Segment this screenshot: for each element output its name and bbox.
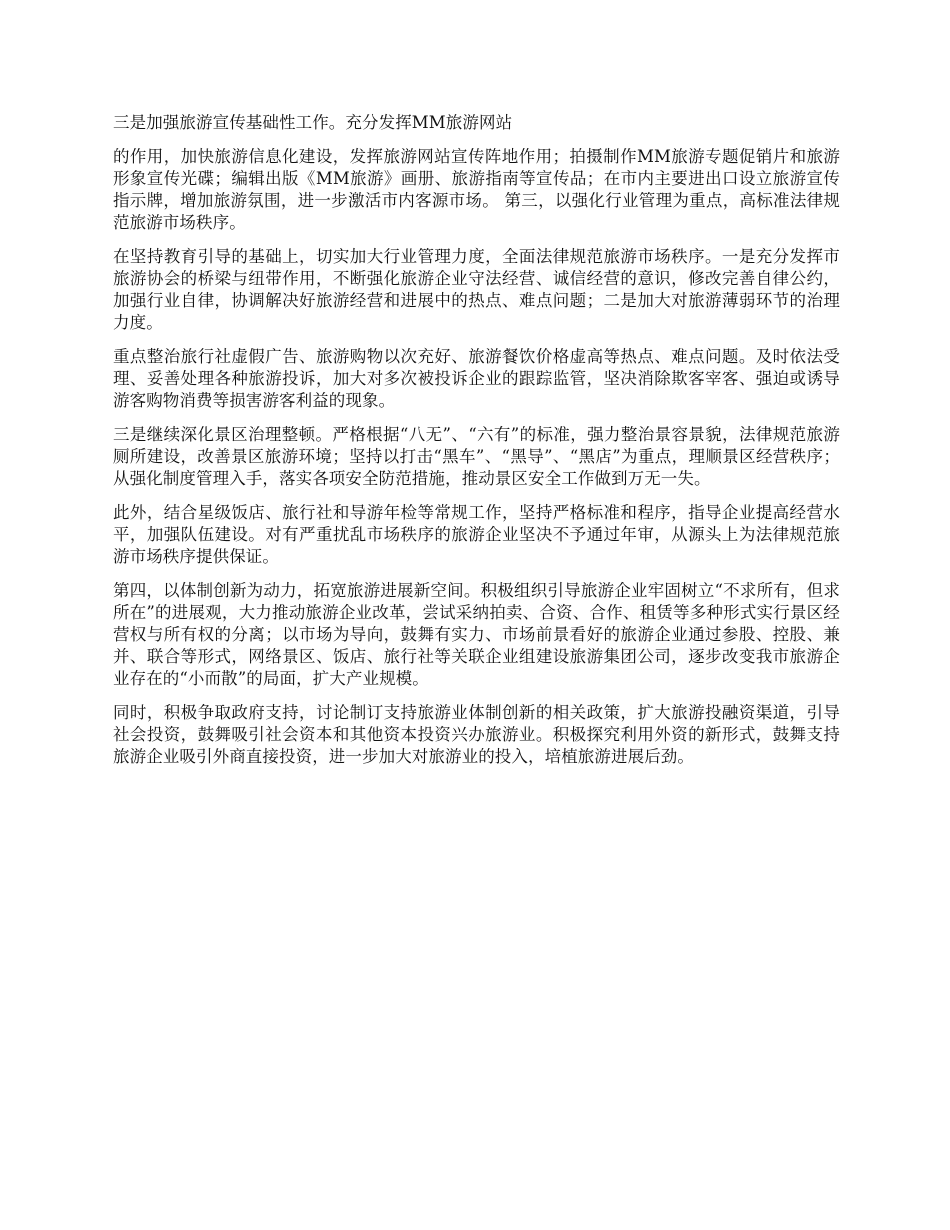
paragraph-3: 在坚持教育引导的基础上，切实加大行业管理力度，全面法律规范旅游市场秩序。一是充分发挥市旅游协会的桥梁与纽带作用，不断强化旅游企业守法经营、诚信经营的意识，修改完善自律公约，加强行业自律，协调解决好旅游经营和进展中的热点、难点问题；二是加大对旅游薄弱环节的治理力度。: [113, 247, 840, 332]
paragraph-2: 的作用，加快旅游信息化建设，发挥旅游网站宣传阵地作用；拍摄制作MM旅游专题促销片和旅游形象宣传光碟；编辑出版《MM旅游》画册、旅游指南等宣传品；在市内主要进出口设立旅游宣传指示牌，增加旅游氛围，进一步激活市内客源市场。 第三，以强化行业管理为重点，高标准法律规范旅游市场秩序。: [113, 147, 840, 232]
paragraph-1: 三是加强旅游宣传基础性工作。充分发挥MM旅游网站: [113, 113, 513, 132]
paragraph-7: 第四，以体制创新为动力，拓宽旅游进展新空间。积极组织引导旅游企业牢固树立“不求所有，但求所在”的进展观，大力推动旅游企业改革，尝试采纳拍卖、合资、合作、租赁等多种形式实行景区经营权与所有权的分离；以市场为导向，鼓舞有实力、市场前景看好的旅游企业通过参股、控股、兼并、联合等形式，网络景区、饭店、旅行社等关联企业组建设旅游集团公司，逐步改变我市旅游企业存在的“小而散”的局面，扩大产业规模。: [113, 581, 840, 688]
paragraph-6: 此外，结合星级饭店、旅行社和导游年检等常规工作，坚持严格标准和程序，指导企业提高经营水平，加强队伍建设。对有严重扰乱市场秩序的旅游企业坚决不予通过年审，从源头上为法律规范旅游市场秩序提供保证。: [113, 503, 840, 566]
document-page: [113, 112, 840, 780]
paragraph-8: 同时，积极争取政府支持，讨论制订支持旅游业体制创新的相关政策，扩大旅游投融资渠道，引导社会投资，鼓舞吸引社会资本和其他资本投资兴办旅游业。积极探究利用外资的新形式，鼓舞支持旅游企业吸引外商直接投资，进一步加大对旅游业的投入，培植旅游进展后劲。: [113, 703, 840, 766]
paragraph-4: 重点整治旅行社虚假广告、旅游购物以次充好、旅游餐饮价格虚高等热点、难点问题。及时依法受理、妥善处理各种旅游投诉，加大对多次被投诉企业的跟踪监管，坚决消除欺客宰客、强迫或诱导游客购物消费等损害游客利益的现象。: [113, 347, 840, 410]
paragraph-5: 三是继续深化景区治理整顿。严格根据“八无”、“六有”的标准，强力整治景容景貌，法律规范旅游厕所建设，改善景区旅游环境；坚持以打击“黑车”、“黑导”、“黑店”为重点，理顺景区经营秩序；从强化制度管理入手，落实各项安全防范措施，推动景区安全工作做到万无一失。: [113, 425, 840, 488]
